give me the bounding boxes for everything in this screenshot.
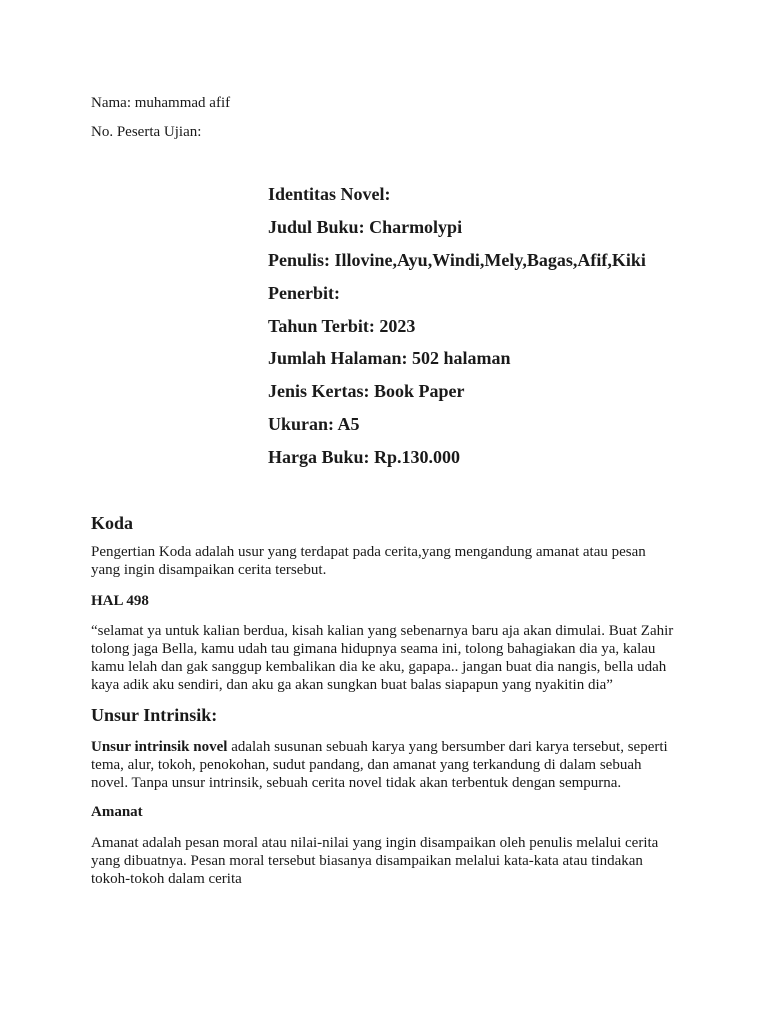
- identity-row-size: Ukuran: A5: [268, 414, 360, 434]
- amanat-line: tokoh-tokoh dalam cerita: [91, 871, 242, 887]
- identity-row-pages: Jumlah Halaman: 502 halaman: [268, 348, 511, 368]
- amanat-line: Amanat adalah pesan moral atau nilai-nilai yang ingin disampaikan oleh penulis melalui cerita: [91, 835, 659, 851]
- amanat-heading: Amanat: [91, 804, 143, 820]
- quote-line: tolong jaga Bella, kamu udah tau gimana hidupnya seama ini, tolong bahagiakan dia ya, kalau: [91, 641, 656, 657]
- intrinsik-term: Unsur intrinsik novel: [91, 739, 228, 755]
- amanat-paragraph: [91, 834, 681, 888]
- identity-title: Identitas Novel:: [268, 184, 391, 204]
- identity-row-price: Harga Buku: Rp.130.000: [268, 447, 461, 467]
- identity-row-author: Penulis: Illovine,Ayu,Windi,Mely,Bagas,Afif,Kiki: [268, 250, 646, 270]
- koda-quote: [91, 622, 681, 694]
- student-name: Nama: muhammad afif: [91, 95, 231, 111]
- identity-row-paper: Jenis Kertas: Book Paper: [268, 381, 465, 401]
- identity-row-year: Tahun Terbit: 2023: [268, 316, 416, 336]
- intrinsik-line: [91, 738, 681, 756]
- intrinsik-line: tema, alur, tokoh, penokohan, sudut pandang, dan amanat yang terkandung di dalam sebuah: [91, 757, 642, 773]
- amanat-line: yang dibuatnya. Pesan moral tersebut biasanya disampaikan melalui kata-kata atau tindakan: [91, 853, 643, 869]
- identity-row-title: Judul Buku: Charmolypi: [268, 217, 463, 237]
- intrinsik-line: novel. Tanpa unsur intrinsik, sebuah cerita novel tidak akan terbentuk dengan sempurna.: [91, 775, 622, 791]
- intrinsik-first-line: adalah susunan sebuah karya yang bersumber dari karya tersebut, seperti: [227, 739, 668, 755]
- intrinsik-heading: Unsur Intrinsik:: [91, 705, 218, 725]
- koda-heading: Koda: [91, 513, 134, 533]
- exam-number: No. Peserta Ujian:: [91, 124, 202, 140]
- koda-definition-line: yang ingin disampaikan cerita tersebut.: [91, 562, 327, 578]
- quote-line: kamu lelah dan gak sanggup kembalikan dia ke aku, gapapa.. jangan buat dia nangis, bella udah: [91, 659, 667, 675]
- identity-row-publisher: Penerbit:: [268, 283, 340, 303]
- koda-definition-line: Pengertian Koda adalah usur yang terdapat pada cerita,yang mengandung amanat atau pesan: [91, 544, 646, 560]
- quote-line: kaya adik aku sendiri, dan aku ga akan sungkan buat balas siapapun yang nyakitin dia”: [91, 677, 613, 693]
- intrinsik-paragraph: [91, 738, 681, 792]
- koda-definition: [91, 543, 681, 579]
- quote-line: “selamat ya untuk kalian berdua, kisah kalian yang sebenarnya baru aja akan dimulai. Buat Zahir: [91, 623, 674, 639]
- page-reference: HAL 498: [91, 593, 149, 609]
